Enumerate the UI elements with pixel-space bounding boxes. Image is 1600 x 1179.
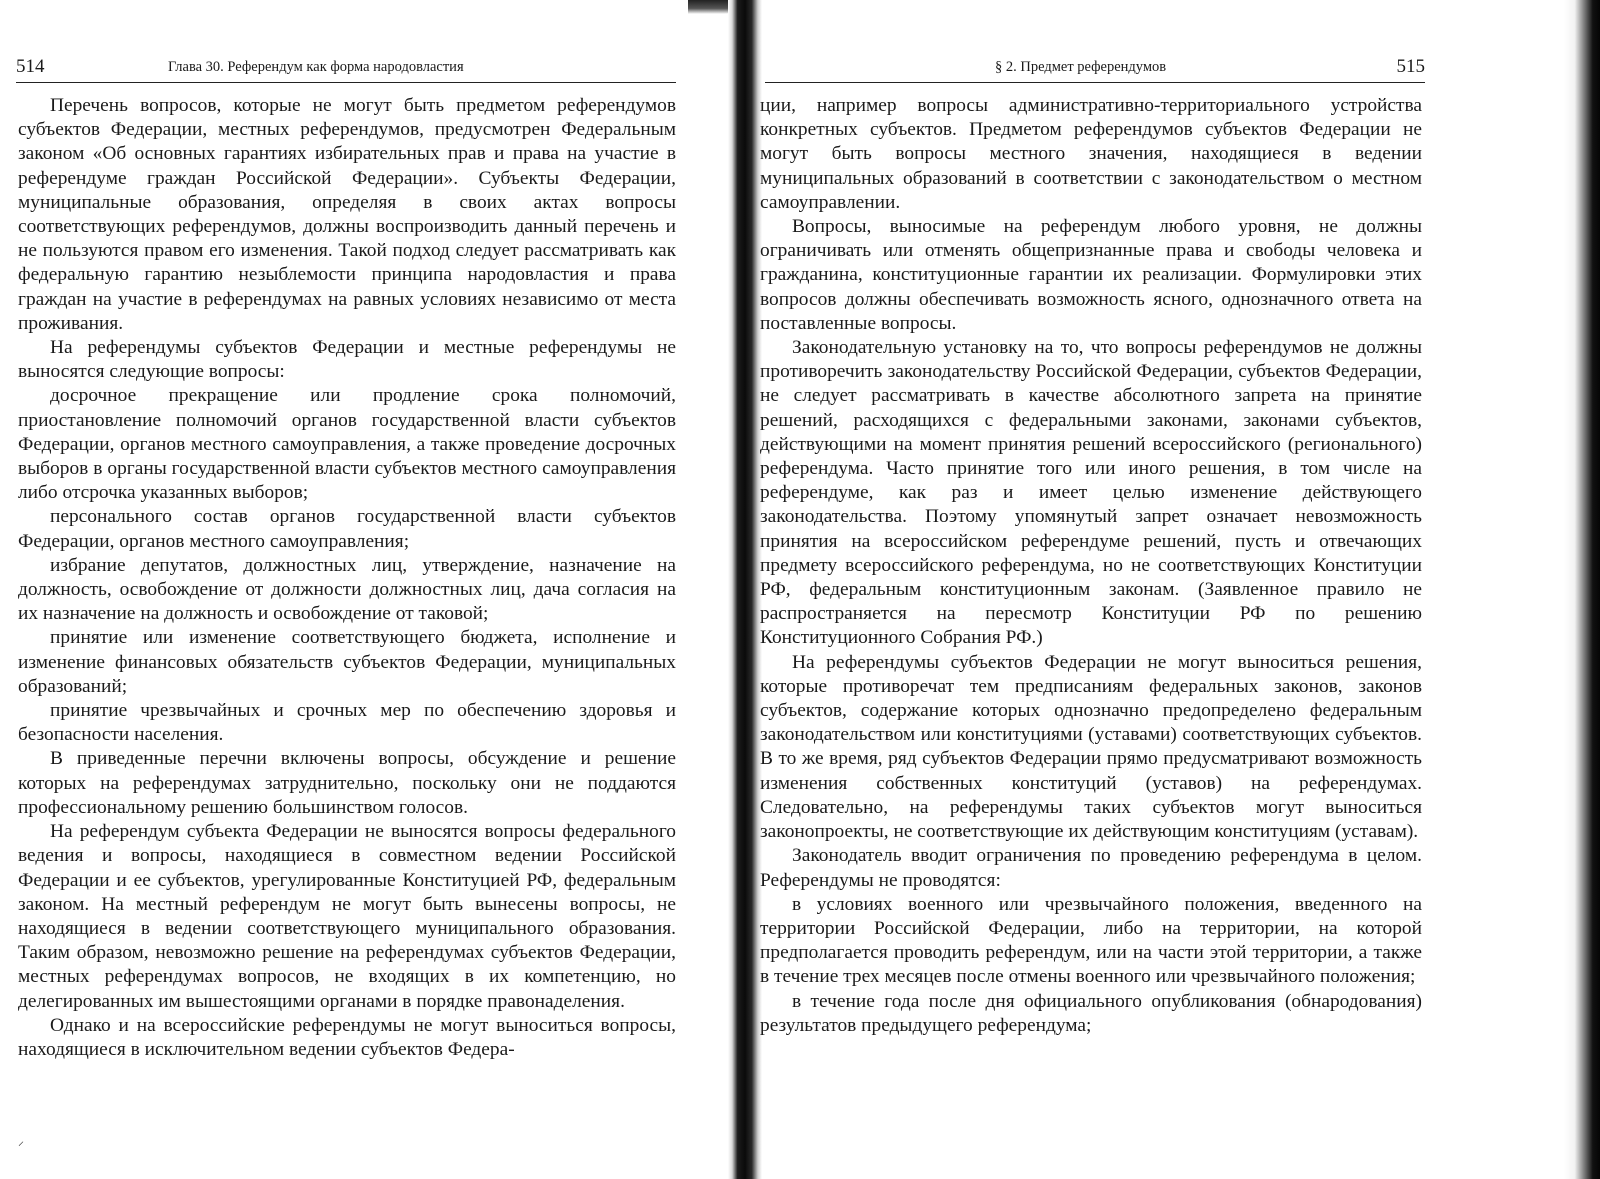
right-page-number: 515 bbox=[1396, 56, 1425, 77]
left-page bbox=[0, 0, 740, 1179]
scan-speck: ⸝ bbox=[18, 1134, 25, 1148]
left-page-text bbox=[18, 94, 676, 1062]
book-spine-gutter bbox=[728, 0, 762, 1179]
left-paragraph-2: На референдумы субъектов Федерации и местные референдумы не выносятся следующие вопросы: bbox=[18, 337, 676, 383]
right-running-title: § 2. Предмет референдумов bbox=[995, 59, 1167, 75]
right-page-text bbox=[760, 94, 1422, 1038]
right-running-head bbox=[765, 50, 1425, 83]
right-paragraph-5: Законодатель вводит ограничения по проведению референдума в целом. Референдумы не проводятся: bbox=[760, 845, 1422, 891]
left-paragraph-3: досрочное прекращение или продление срока полномочий, приостановление полномочий органов государственной власти субъектов Федерации, органов местного самоуправления, а также проведение досрочных выборов в органы государственной власти субъектов местного самоуправления либо отсрочка указанных выборов; bbox=[18, 385, 676, 504]
right-paragraph-1: ции, например вопросы административно-территориального устройства конкретных субъектов. Предметом референдумов субъектов Федерации не могут быть вопросы местного значения, находящиеся в ведении муниципальных образований в соответствии с законодательством о местном самоуправлении. bbox=[760, 95, 1422, 213]
left-paragraph-1: Перечень вопросов, которые не могут быть предметом референдумов субъектов Федерации, местных референдумов, предусмотрен Федеральным законом «Об основных гарантиях избирательных прав и права на участие в референдуме граждан Российской Федерации». Субъекты Федерации, муниципальные образования, определяя в своих актах вопросы соответствующих референдумов, должны воспроизводить данный перечень и не пользуются правом его изменения. Такой подход следует рассматривать как федеральную гарантию незыблемости принципа народовластия и права граждан на участие в референдумах на равных условиях независимо от места проживания. bbox=[18, 95, 676, 334]
left-paragraph-10: Однако и на всероссийские референдумы не могут выноситься вопросы, находящиеся в исключительном ведении субъектов Федера- bbox=[18, 1014, 676, 1060]
right-paragraph-7: в течение года после дня официального опубликования (обнародования) результатов предыдущего референдума; bbox=[760, 990, 1422, 1036]
left-paragraph-5: избрание депутатов, должностных лиц, утверждение, назначение на должность, освобождение от должности должностных лиц, дача согласия на их назначение на должность и освобождение от таковой; bbox=[18, 554, 676, 625]
right-page bbox=[760, 0, 1600, 1179]
left-page-number: 514 bbox=[16, 56, 45, 77]
right-paragraph-3: Законодательную установку на то, что вопросы референдумов не должны противоречить законодательству Российской Федерации, субъектов Федерации, не следует рассматривать в качестве абсолютного запрета на принятие решений, расходящихся с федеральными законами, законами субъектов, действующими на момент принятия решений всероссийского (регионального) референдума. Часто принятие того или иного решения, в том числе на референдуме, как раз и имеет целью изменение действующего законодательства. Поэтому упомянутый запрет означает невозможность принятия на всероссийском референдуме решений, пусть и отвечающих предмету всероссийского референдума, но не соответствующих Конституции РФ, федеральным конституционным законам. (Заявленное правило не распространяется на пересмотр Конституции РФ по решению Конституционного Собрания РФ.) bbox=[760, 337, 1422, 649]
left-paragraph-8: В приведенные перечни включены вопросы, обсуждение и решение которых на референдумах затруднительно, поскольку они не поддаются профессиональному решению большинством голосов. bbox=[18, 748, 676, 818]
left-paragraph-9: На референдум субъекта Федерации не выносятся вопросы федерального ведения и вопросы, находящиеся в совместном ведении Российской Федерации и ее субъектов, урегулированные Конституцией РФ, федеральным законом. На местный референдум не могут быть вынесены вопросы, не находящиеся в ведении соответствующего муниципального образования. Таким образом, невозможно решение на референдумах субъектов Федерации, местных референдумах вопросов, не входящих в их компетенцию, но делегированных им вышестоящими органами в порядке правонаделения. bbox=[18, 821, 676, 1012]
page-edge-shadow bbox=[1564, 0, 1600, 1179]
right-paragraph-6: в условиях военного или чрезвычайного положения, введенного на территории Российской Федерации, либо на территории, на которой предполагается проводить референдум, или на части этой территории, а также в течение трех месяцев после отмены военного или чрезвычайного положения; bbox=[760, 893, 1422, 988]
left-running-title: Глава 30. Референдум как форма народовластия bbox=[168, 59, 464, 75]
left-paragraph-6: принятие или изменение соответствующего бюджета, исполнение и изменение финансовых обязательств субъектов Федерации, муниципальных образований; bbox=[18, 627, 676, 697]
left-paragraph-7: принятие чрезвычайных и срочных мер по обеспечению здоровья и безопасности населения. bbox=[18, 700, 676, 746]
left-paragraph-4: персонального состав органов государственной власти субъектов Федерации, органов местного самоуправления; bbox=[18, 506, 676, 552]
left-running-head bbox=[16, 50, 676, 83]
right-paragraph-4: На референдумы субъектов Федерации не могут выноситься решения, которые противоречат тем предписаниям федеральных законов, законов субъектов, содержание которых однозначно предопределено федеральным законодательством или конституциями (уставами) соответствующих субъектов. В то же время, ряд субъектов Федерации прямо предусматривают возможность изменения собственных конституций (уставов) на референдумах. Следовательно, на референдумы таких субъектов могут выноситься законопроекты, не соответствующие их действующим конституциям (уставам). bbox=[760, 651, 1422, 843]
right-paragraph-2: Вопросы, выносимые на референдум любого уровня, не должны ограничивать или отменять общепризнанные права и свободы человека и гражданина, конституционные гарантии их реализации. Формулировки этих вопросов должны обеспечивать возможность ясного, однозначного ответа на поставленные вопросы. bbox=[760, 216, 1422, 334]
